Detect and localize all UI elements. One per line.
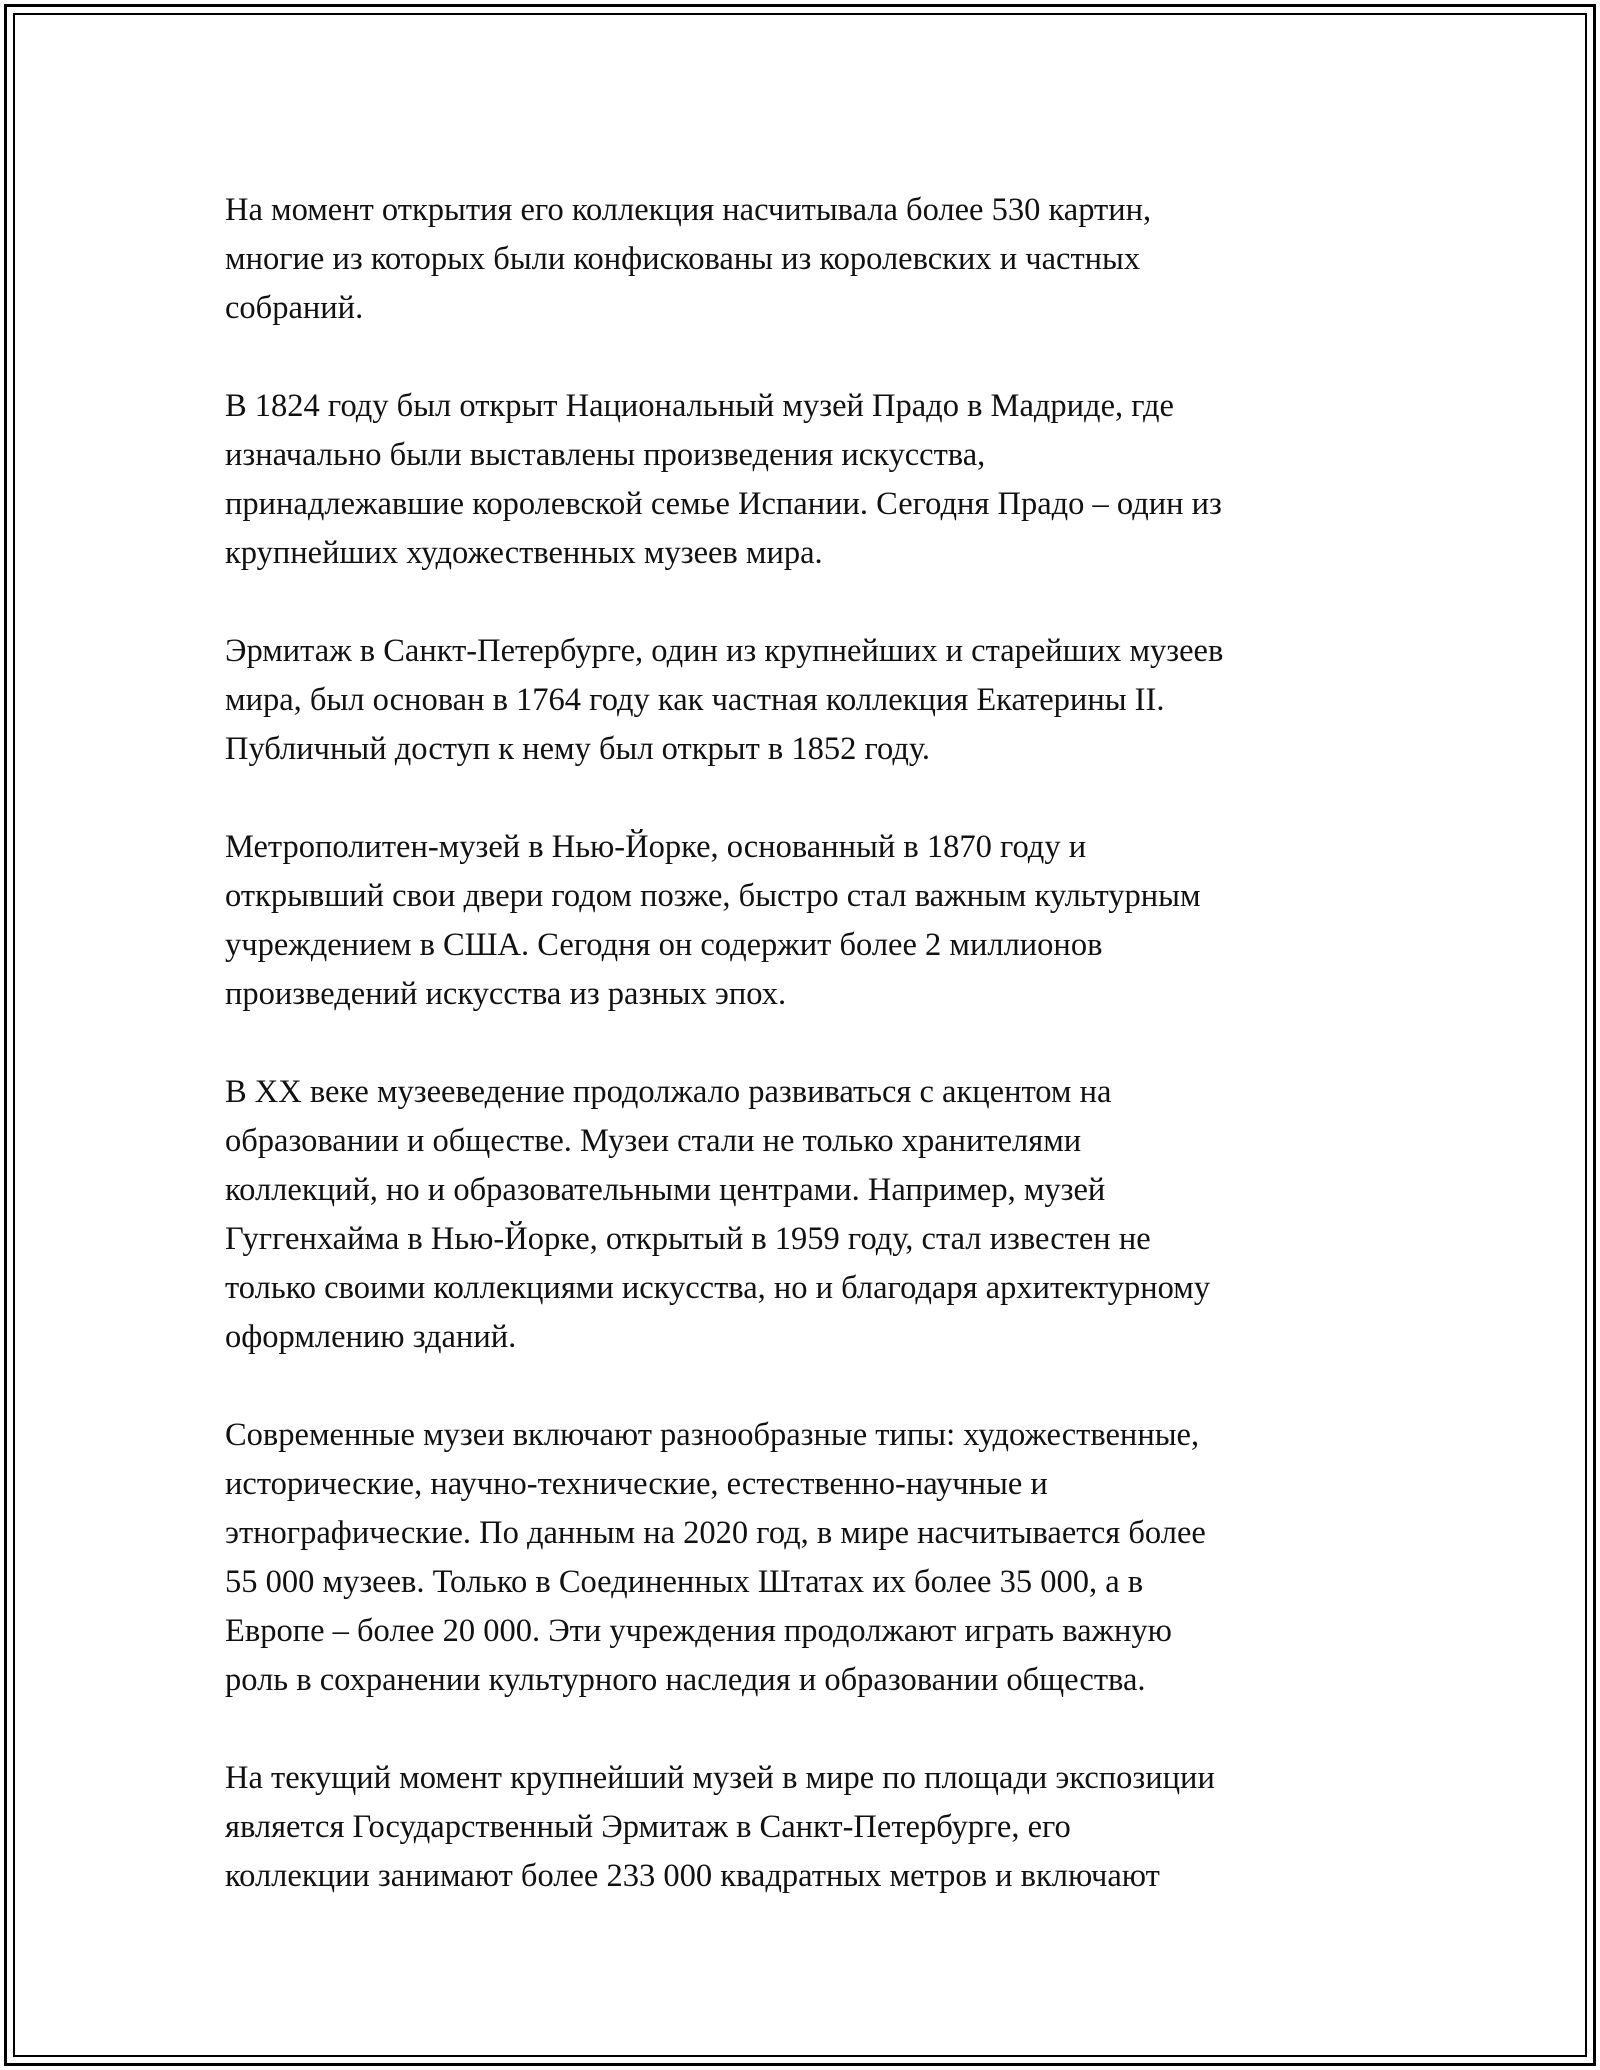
paragraph <box>225 382 1385 578</box>
paragraph <box>225 627 1385 774</box>
text-line: роль в сохранении культурного наследия и образовании общества. <box>225 1662 1146 1698</box>
paragraph <box>225 1068 1385 1362</box>
text-line: этнографические. По данным на 2020 год, в мире насчитывается более <box>225 1515 1206 1551</box>
text-line: собраний. <box>225 290 364 326</box>
text-line: изначально были выставлены произведения искусства, <box>225 437 986 473</box>
text-line: 55 000 музеев. Только в Соединенных Штатах их более 35 000, а в <box>225 1564 1144 1600</box>
paragraph <box>225 1411 1385 1705</box>
text-line: Гуггенхайма в Нью-Йорке, открытый в 1959 году, стал известен не <box>225 1221 1151 1257</box>
text-line: Эрмитаж в Санкт-Петербурге, один из крупнейших и старейших музеев <box>225 633 1224 669</box>
text-line: коллекций, но и образовательными центрами. Например, музей <box>225 1172 1106 1208</box>
paragraph <box>225 823 1385 1019</box>
text-line: только своими коллекциями искусства, но и благодаря архитектурному <box>225 1270 1211 1306</box>
document-body <box>225 186 1385 1950</box>
text-line: На текущий момент крупнейший музей в мире по площади экспозиции <box>225 1760 1215 1796</box>
text-line: оформлению зданий. <box>225 1319 517 1355</box>
text-line: Европе – более 20 000. Эти учреждения продолжают играть важную <box>225 1613 1172 1649</box>
text-line: Публичный доступ к нему был открыт в 1852 году. <box>225 731 930 767</box>
text-line: В XX веке музееведение продолжало развиваться с акцентом на <box>225 1074 1112 1110</box>
text-line: исторические, научно-технические, естественно-научные и <box>225 1466 1048 1502</box>
text-line: открывший свои двери годом позже, быстро стал важным культурным <box>225 878 1201 914</box>
text-line: коллекции занимают более 233 000 квадратных метров и включают <box>225 1858 1160 1894</box>
text-line: принадлежавшие королевской семье Испании. Сегодня Прадо – один из <box>225 486 1222 522</box>
text-line: учреждением в США. Сегодня он содержит более 2 миллионов <box>225 927 1103 963</box>
text-line: Метрополитен-музей в Нью-Йорке, основанный в 1870 году и <box>225 829 1087 865</box>
text-line: мира, был основан в 1764 году как частная коллекция Екатерины II. <box>225 682 1165 718</box>
text-line: образовании и обществе. Музеи стали не только хранителями <box>225 1123 1082 1159</box>
text-line: крупнейших художественных музеев мира. <box>225 535 823 571</box>
text-line: В 1824 году был открыт Национальный музей Прадо в Мадриде, где <box>225 388 1174 424</box>
text-line: многие из которых были конфискованы из королевских и частных <box>225 241 1141 277</box>
text-line: Современные музеи включают разнообразные типы: художественные, <box>225 1417 1200 1453</box>
text-line: На момент открытия его коллекция насчитывала более 530 картин, <box>225 192 1152 228</box>
text-line: произведений искусства из разных эпох. <box>225 976 787 1012</box>
paragraph <box>225 1754 1385 1901</box>
text-line: является Государственный Эрмитаж в Санкт-Петербурге, его <box>225 1809 1071 1845</box>
paragraph <box>225 186 1385 333</box>
